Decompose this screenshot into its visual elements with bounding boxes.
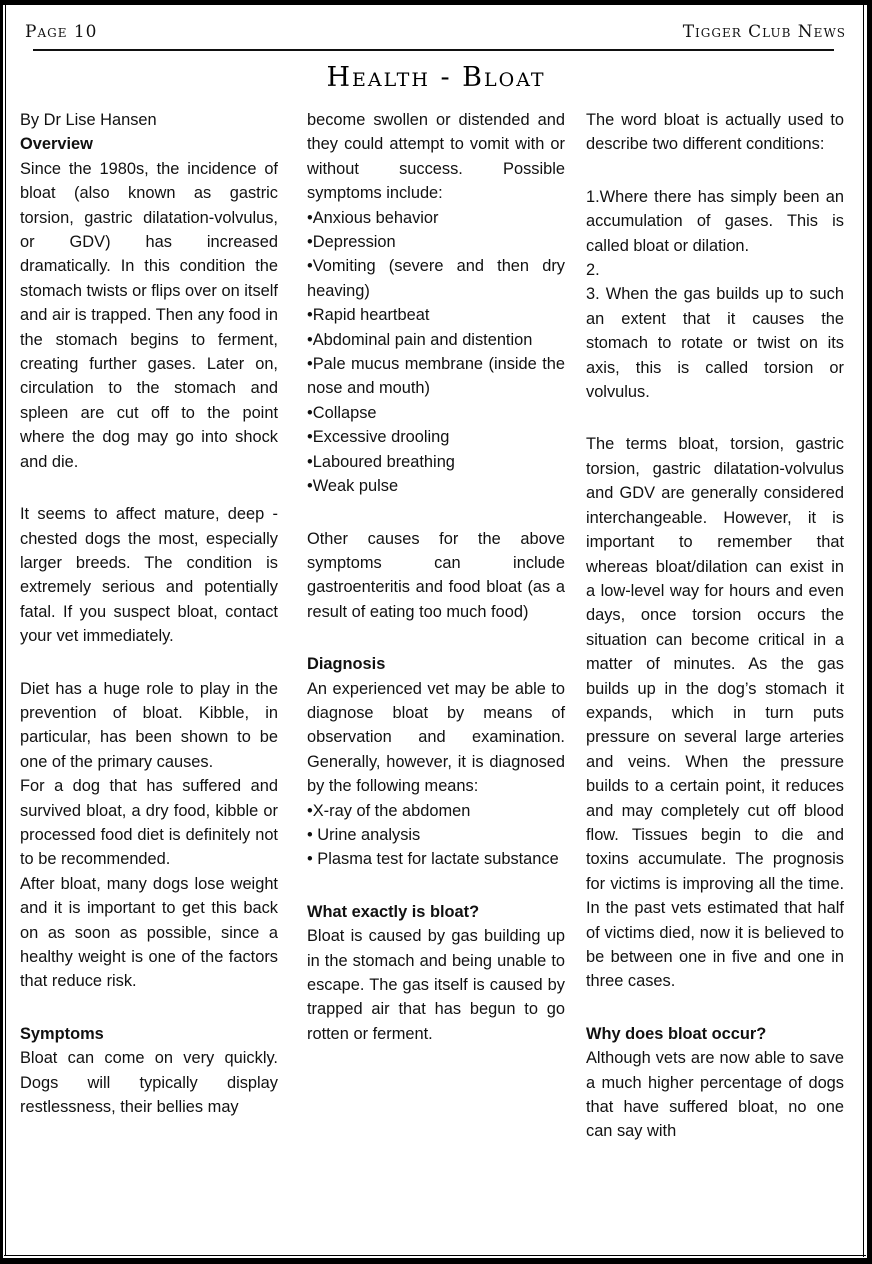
page-border-left [0,0,3,1264]
section-heading-diagnosis: Diagnosis [307,655,386,674]
diagnosis-list-item: • Plasma test for lactate substance [307,847,565,871]
symptom-list-item: • Abdominal pain and distention [307,328,565,352]
paragraph: Since the 1980s, the incidence of bloat (also known as gastric torsion, gastric dilatation-volvulus, or GDV) has increased dramatically. In this condition the stomach twists or flips over on itself and air is trapped. Then any food in the stomach begins to ferment, creating further gases. Later on, circulation to the stomach and spleen are cut off to the point where the dog may go into shock and die. [20,159,278,471]
paragraph: become swollen or distended and they could attempt to vomit with or without success. Possible symptoms include: [307,111,565,203]
paragraph: The word bloat is actually used to describe two different conditions: [586,111,844,154]
section-heading-why-bloat: Why does bloat occur? [586,1024,767,1043]
publication-name: Tigger Club News [682,22,846,42]
paragraph-gap [20,474,278,502]
numbered-item: 2. [586,261,600,280]
page-border-bottom [0,1258,872,1264]
symptom-list-item: • Excessive drooling [307,425,565,449]
page-border-top [0,0,872,5]
paragraph: The terms bloat, torsion, gastric torsion, gastric dilatation-volvulus and GDV are generally considered interchangeable. However, it is important to remember that whereas bloat/dilation can exist in a low-level way for hours and even days, once torsion occurs the situation can become critical in a matter of minutes. As the gas builds up in the dog’s stomach it expands, which in turn puts pressure on several large arteries and veins. When the pressure builds to a certain point, it reduces and may completely cut off blood flow. Tissues begin to die and toxins accumulate. The prognosis for victims is improving all the time. In the past vets estimated that half of victims died, now it is believed to be between one in five and one in three cases. [586,435,844,991]
article-title: Health - Bloat [326,62,546,93]
numbered-item: 3. When the gas builds up to such an extent that it causes the stomach to rotate or twist on its axis, this is called torsion or volvulus. [586,285,844,402]
paragraph: For a dog that has suffered and survived bloat, a dry food, kibble or processed food diet is definitely not to be recommended. [20,777,278,869]
page-border-right [867,0,872,1264]
paragraph: Bloat can come on very quickly. Dogs will typically display restlessness, their bellies may [20,1049,278,1117]
diagnosis-list-item: • Urine analysis [307,823,565,847]
section-heading-overview: Overview [20,135,93,154]
paragraph-gap [586,157,844,185]
symptom-list-item: • Laboured breathing [307,450,565,474]
paragraph-gap [586,994,844,1022]
symptom-list-item: • Depression [307,230,565,254]
paragraph: Bloat is caused by gas building up in the stomach and being unable to escape. The gas itself is caused by trapped air that has begun to go rotten or ferment. [307,927,565,1043]
paragraph-gap [20,994,278,1022]
diagnosis-list-item: • X-ray of the abdomen [307,799,565,823]
symptom-list-item: • Rapid heartbeat [307,303,565,327]
page-border-right-inner [863,5,864,1257]
symptom-list-item: • Pale mucus membrane (inside the nose and mouth) [307,352,565,401]
paragraph: Other causes for the above symptoms can include gastroenteritis and food bloat (as a result of eating too much food) [307,529,565,621]
paragraph-gap [307,872,565,900]
symptom-list-item: • Weak pulse [307,474,565,498]
paragraph: Although vets are now able to save a much higher percentage of dogs that have suffered bloat, no one can say with [586,1049,844,1141]
paragraph: An experienced vet may be able to diagnose bloat by means of observation and examination. Generally, however, it is diagnosed by the following means: [307,679,565,796]
symptom-list-item: • Collapse [307,401,565,425]
paragraph: After bloat, many dogs lose weight and it is important to get this back on as soon as possible, since a healthy weight is one of the factors that reduce risk. [20,874,278,991]
symptom-list-item: • Anxious behavior [307,206,565,230]
page-border-left-inner [5,0,6,1256]
section-heading-symptoms: Symptoms [20,1024,104,1043]
header-divider [33,49,834,51]
page-number: Page 10 [25,22,98,42]
paragraph: It seems to affect mature, deep -chested dogs the most, especially larger breeds. The condition is extremely serious and potentially fatal. If you suspect bloat, contact your vet immediately. [20,505,278,646]
column-1 [20,108,278,1119]
paragraph-gap [307,499,565,527]
paragraph: Diet has a huge role to play in the prevention of bloat. Kibble, in particular, has been shown to be one of the primary causes. [20,679,278,771]
numbered-item: 1.Where there has simply been an accumulation of gases. This is called bloat or dilation. [586,187,844,255]
column-3 [586,108,844,1144]
paragraph-gap [307,624,565,652]
page-border-bottom-inner [4,1255,866,1256]
paragraph-gap [20,649,278,677]
byline: By Dr Lise Hansen [20,111,157,129]
paragraph-gap [586,404,844,432]
symptom-list-item: • Vomiting (severe and then dry heaving) [307,254,565,303]
column-2 [307,108,565,1046]
section-heading-what-is-bloat: What exactly is bloat? [307,902,480,921]
